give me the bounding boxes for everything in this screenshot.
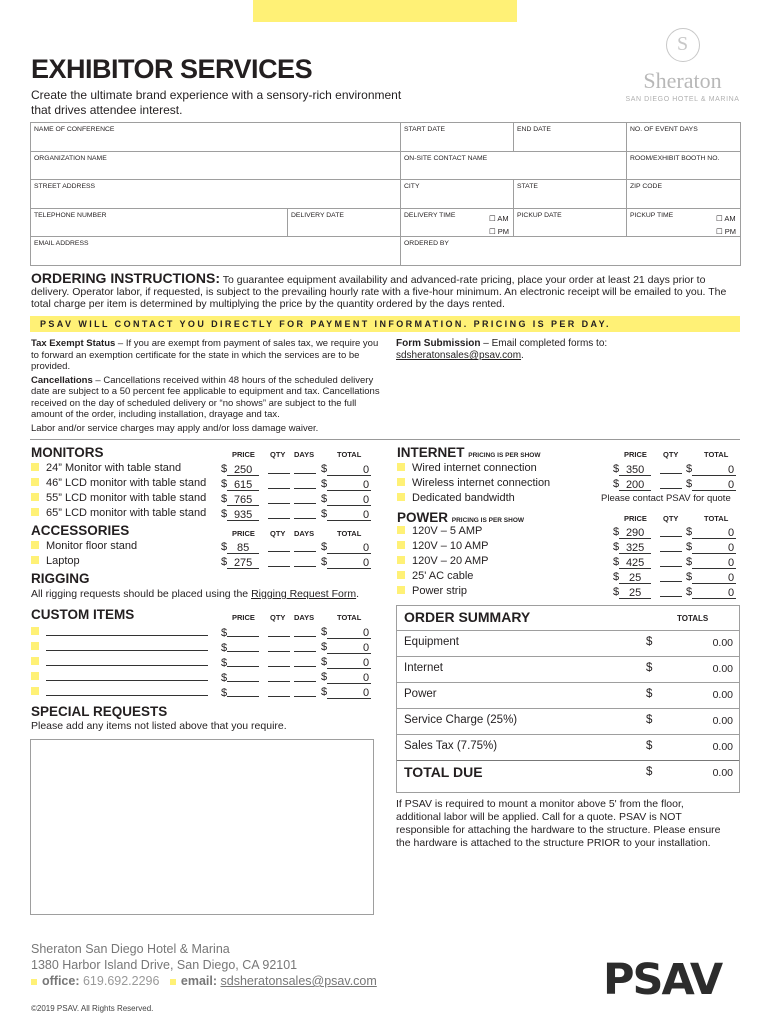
footer-contact: Sheraton San Diego Hotel & Marina 1380 Harbor Island Drive, San Diego, CA 92101 office: 619.692.2296 email: sdsheratonsales@psav.com bbox=[31, 942, 377, 988]
custom-item-price: $ bbox=[221, 670, 259, 685]
onsite-contact-field[interactable]: ON-SITE CONTACT NAME bbox=[401, 151, 627, 180]
monitor-price: $ 935 bbox=[221, 507, 259, 521]
summary-amount: 0.00 bbox=[712, 715, 733, 727]
accessory-days-input[interactable] bbox=[294, 540, 316, 555]
custom-item-qty-input[interactable] bbox=[268, 670, 290, 685]
custom-item-total: $ 0 bbox=[321, 641, 370, 654]
custom-item-price: $ bbox=[221, 685, 259, 700]
checkbox-square-icon[interactable] bbox=[31, 463, 39, 471]
special-requests-text: Please add any items not listed above that you require. bbox=[31, 720, 287, 732]
summary-label: Equipment bbox=[404, 636, 459, 648]
order-summary-heading: ORDER SUMMARY bbox=[404, 609, 531, 625]
ordering-heading: ORDERING INSTRUCTIONS: bbox=[31, 270, 220, 286]
internet-qty-input[interactable] bbox=[660, 462, 682, 477]
payment-band: PSAV WILL CONTACT YOU DIRECTLY FOR PAYMENT INFORMATION. PRICING IS PER DAY. bbox=[30, 316, 740, 332]
monitor-total: $ 0 bbox=[321, 508, 370, 521]
ordered-by-field[interactable]: ORDERED BY bbox=[401, 237, 741, 266]
monitor-qty-input[interactable] bbox=[268, 492, 290, 507]
monitor-days-input[interactable] bbox=[294, 492, 316, 507]
top-accent-bar bbox=[253, 0, 517, 22]
checkbox-square-icon[interactable] bbox=[31, 687, 39, 695]
monitor-days-input[interactable] bbox=[294, 477, 316, 492]
contact-for-quote: Please contact PSAV for quote bbox=[601, 493, 731, 504]
custom-item-total: $ 0 bbox=[321, 656, 370, 669]
organization-name-field[interactable]: ORGANIZATION NAME bbox=[31, 151, 401, 180]
accessory-price: $ 275 bbox=[221, 555, 259, 569]
checkbox-square-icon[interactable] bbox=[397, 571, 405, 579]
page-title: EXHIBITOR SERVICES bbox=[31, 54, 313, 84]
pickup-pm-checkbox[interactable]: ☐ PM bbox=[715, 226, 736, 236]
custom-item-price: $ bbox=[221, 640, 259, 655]
pickup-date-field[interactable]: PICKUP DATE bbox=[514, 208, 627, 237]
checkbox-square-icon[interactable] bbox=[31, 556, 39, 564]
custom-item-qty-input[interactable] bbox=[268, 685, 290, 700]
internet-row: Wireless internet connection bbox=[397, 476, 550, 491]
monitor-row: 24” Monitor with table stand bbox=[31, 461, 181, 476]
end-date-field[interactable]: END DATE bbox=[514, 123, 627, 152]
monitor-qty-input[interactable] bbox=[268, 462, 290, 477]
zip-field[interactable]: ZIP CODE bbox=[627, 180, 741, 209]
start-date-field[interactable]: START DATE bbox=[401, 123, 514, 152]
sheraton-seal-icon: S bbox=[666, 28, 700, 62]
delivery-pm-checkbox[interactable]: ☐ PM bbox=[488, 226, 509, 236]
checkbox-square-icon[interactable] bbox=[31, 642, 39, 650]
custom-item-qty-input[interactable] bbox=[268, 640, 290, 655]
power-row: 120V – 10 AMP bbox=[397, 539, 488, 554]
mounting-note: If PSAV is required to mount a monitor above 5' from the floor, additional labor will be applied. Call for a quote. PSAV is NOT responsible for attaching the hardware to the structure. Please ensure the hardware is attached to the structure PRIOR to your installation. bbox=[396, 798, 721, 849]
terms-block: Tax Exempt Status – If you are exempt from payment of sales tax, we require you to forward an exemption certificate for the state in which the services are to be provided. Cancellations – Cancellations received within 48 hours of the scheduled delivery date are subject to a 50 percent fee applicable to equipment and tax. Cancellations received on the day of scheduled delivery or “no shows” are subject to the full amount of the order, including installation, drayage and tax. Labor and/or service charges may apply and/or loss damage waiver. bbox=[31, 338, 380, 434]
internet-row: Wired internet connection bbox=[397, 461, 537, 476]
power-total: $ 0 bbox=[686, 526, 735, 539]
custom-item-days-input[interactable] bbox=[294, 670, 316, 685]
power-price: $ 25 bbox=[613, 585, 651, 599]
custom-item-row bbox=[31, 624, 208, 639]
telephone-field[interactable]: TELEPHONE NUMBER bbox=[31, 208, 288, 237]
monitor-total: $ 0 bbox=[321, 478, 370, 491]
power-price: $ 325 bbox=[613, 540, 651, 554]
summary-amount: 0.00 bbox=[712, 637, 733, 649]
conference-name-field[interactable]: NAME OF CONFERENCE bbox=[31, 123, 401, 152]
custom-item-days-input[interactable] bbox=[294, 655, 316, 670]
bullet-icon bbox=[170, 979, 176, 985]
power-qty-input[interactable] bbox=[660, 555, 682, 570]
summary-label: Power bbox=[404, 688, 437, 700]
accessory-row: Monitor floor stand bbox=[31, 539, 137, 554]
accessory-qty-input[interactable] bbox=[268, 540, 290, 555]
hotel-name: Sheraton San Diego Hotel & Marina bbox=[31, 942, 230, 956]
custom-item-total: $ 0 bbox=[321, 686, 370, 699]
total-due-amount: 0.00 bbox=[712, 767, 733, 779]
contact-form-table bbox=[30, 122, 741, 266]
monitor-total: $ 0 bbox=[321, 493, 370, 506]
psav-logo: PSAV bbox=[603, 955, 722, 1005]
email-field[interactable]: EMAIL ADDRESS bbox=[31, 237, 401, 266]
internet-heading: INTERNET PRICING IS PER SHOW bbox=[397, 445, 541, 460]
booth-number-field[interactable]: ROOM/EXHIBIT BOOTH NO. bbox=[627, 151, 741, 180]
delivery-date-field[interactable]: DELIVERY DATE bbox=[288, 208, 401, 237]
custom-item-qty-input[interactable] bbox=[268, 655, 290, 670]
state-field[interactable]: STATE bbox=[514, 180, 627, 209]
special-requests-textarea[interactable] bbox=[30, 739, 374, 915]
pickup-time-field[interactable]: PICKUP TIME ☐ AM ☐ PM bbox=[627, 208, 741, 237]
monitor-qty-input[interactable] bbox=[268, 507, 290, 522]
power-total: $ 0 bbox=[686, 541, 735, 554]
custom-item-row bbox=[31, 669, 208, 684]
checkbox-square-icon[interactable] bbox=[397, 463, 405, 471]
custom-item-days-input[interactable] bbox=[294, 625, 316, 640]
checkbox-square-icon[interactable] bbox=[31, 478, 39, 486]
monitor-days-input[interactable] bbox=[294, 462, 316, 477]
delivery-am-checkbox[interactable]: ☐ AM bbox=[488, 213, 509, 223]
total-due-label: TOTAL DUE bbox=[404, 764, 483, 780]
custom-item-total: $ 0 bbox=[321, 626, 370, 639]
custom-item-price: $ bbox=[221, 655, 259, 670]
monitor-total: $ 0 bbox=[321, 463, 370, 476]
special-requests-heading: SPECIAL REQUESTS bbox=[31, 704, 168, 719]
monitors-heading: MONITORS bbox=[31, 445, 104, 460]
summary-label: Internet bbox=[404, 662, 443, 674]
power-row: 25' AC cable bbox=[397, 569, 473, 584]
power-qty-input[interactable] bbox=[660, 525, 682, 540]
accessory-total: $ 0 bbox=[321, 556, 370, 569]
power-qty-input[interactable] bbox=[660, 585, 682, 600]
power-total: $ 0 bbox=[686, 586, 735, 599]
summary-amount: 0.00 bbox=[712, 663, 733, 675]
power-price: $ 290 bbox=[613, 525, 651, 539]
power-qty-input[interactable] bbox=[660, 570, 682, 585]
totals-label: TOTALS bbox=[677, 614, 709, 623]
monitor-row: 55” LCD monitor with table stand bbox=[31, 491, 206, 506]
summary-amount: 0.00 bbox=[712, 741, 733, 753]
checkbox-square-icon[interactable] bbox=[397, 541, 405, 549]
bullet-icon bbox=[31, 979, 37, 985]
checkbox-square-icon[interactable] bbox=[397, 556, 405, 564]
pickup-ampm[interactable] bbox=[716, 212, 736, 238]
custom-item-row bbox=[31, 654, 208, 669]
hotel-address: 1380 Harbor Island Drive, San Diego, CA 92101 bbox=[31, 958, 298, 972]
order-summary-box: ORDER SUMMARY TOTALS Equipment $ 0.00 Internet $ 0.00 Power $ 0.00 Service Charge (25%) $ 0.00 Sales Tax (7.75%) $ 0.00 TOTAL DUE $ 0.00 bbox=[396, 605, 740, 793]
power-price: $ 425 bbox=[613, 555, 651, 569]
checkbox-square-icon[interactable] bbox=[397, 478, 405, 486]
power-total: $ 0 bbox=[686, 556, 735, 569]
internet-price: $ 200 bbox=[613, 477, 651, 491]
footer-email-link[interactable]: sdsheratonsales@psav.com bbox=[220, 974, 377, 988]
city-field[interactable]: CITY bbox=[401, 180, 514, 209]
sheraton-logo bbox=[620, 28, 745, 103]
checkbox-square-icon[interactable] bbox=[31, 541, 39, 549]
monitor-price: $ 250 bbox=[221, 462, 259, 476]
custom-item-row bbox=[31, 639, 208, 654]
power-row: Power strip bbox=[397, 584, 467, 599]
form-submission: Form Submission – Email completed forms to: sdsheratonsales@psav.com. bbox=[396, 338, 608, 361]
monitor-price: $ 615 bbox=[221, 477, 259, 491]
monitor-days-input[interactable] bbox=[294, 507, 316, 522]
internet-total: $ 0 bbox=[686, 463, 735, 476]
checkbox-square-icon[interactable] bbox=[31, 657, 39, 665]
section-divider bbox=[30, 439, 740, 440]
monitor-row: 46” LCD monitor with table stand bbox=[31, 476, 206, 491]
summary-label: Service Charge (25%) bbox=[404, 714, 518, 726]
rigging-text: All rigging requests should be placed using the Rigging Request Form. bbox=[31, 588, 360, 600]
accessories-heading: ACCESSORIES bbox=[31, 523, 130, 538]
office-phone[interactable]: 619.692.2296 bbox=[82, 974, 160, 988]
copyright: ©2019 PSAV. All Rights Reserved. bbox=[31, 1004, 154, 1013]
street-address-field[interactable]: STREET ADDRESS bbox=[31, 180, 401, 209]
delivery-ampm[interactable] bbox=[489, 212, 509, 238]
delivery-time-field[interactable]: DELIVERY TIME ☐ AM ☐ PM bbox=[401, 208, 514, 237]
custom-item-days-input[interactable] bbox=[294, 640, 316, 655]
checkbox-square-icon[interactable] bbox=[397, 526, 405, 534]
monitor-price: $ 765 bbox=[221, 492, 259, 506]
logo-subtitle: SAN DIEGO HOTEL & MARINA bbox=[625, 96, 740, 103]
power-heading: POWER PRICING IS PER SHOW bbox=[397, 510, 525, 525]
internet-total: $ 0 bbox=[686, 478, 735, 491]
monitor-qty-input[interactable] bbox=[268, 477, 290, 492]
checkbox-square-icon[interactable] bbox=[31, 508, 39, 516]
internet-price: $ 350 bbox=[613, 462, 651, 476]
power-qty-input[interactable] bbox=[660, 540, 682, 555]
custom-item-qty-input[interactable] bbox=[268, 625, 290, 640]
accessory-qty-input[interactable] bbox=[268, 555, 290, 570]
custom-item-days-input[interactable] bbox=[294, 685, 316, 700]
checkbox-square-icon[interactable] bbox=[31, 672, 39, 680]
monitor-row: 65” LCD monitor with table stand bbox=[31, 506, 206, 521]
rigging-form-link[interactable]: Rigging Request Form bbox=[251, 588, 357, 600]
summary-label: Sales Tax (7.75%) bbox=[404, 740, 498, 752]
power-row: 120V – 20 AMP bbox=[397, 554, 488, 569]
accessory-days-input[interactable] bbox=[294, 555, 316, 570]
internet-qty-input[interactable] bbox=[660, 477, 682, 492]
power-total: $ 0 bbox=[686, 571, 735, 584]
checkbox-square-icon[interactable] bbox=[31, 493, 39, 501]
internet-row: Dedicated bandwidth bbox=[397, 491, 515, 506]
power-price: $ 25 bbox=[613, 570, 651, 584]
checkbox-square-icon[interactable] bbox=[31, 627, 39, 635]
logo-name: Sheraton bbox=[643, 68, 722, 93]
custom-item-price: $ bbox=[221, 625, 259, 640]
pickup-am-checkbox[interactable]: ☐ AM bbox=[715, 213, 736, 223]
power-row: 120V – 5 AMP bbox=[397, 524, 482, 539]
checkbox-square-icon[interactable] bbox=[397, 586, 405, 594]
page-subtitle: Create the ultimate brand experience with a sensory-rich environment that drives attendee interest. bbox=[31, 88, 402, 117]
custom-items-heading: CUSTOM ITEMS bbox=[31, 607, 135, 622]
accessory-price: $ 85 bbox=[221, 540, 259, 554]
submission-email-link[interactable]: sdsheratonsales@psav.com bbox=[396, 350, 522, 361]
summary-amount: 0.00 bbox=[712, 689, 733, 701]
accessory-total: $ 0 bbox=[321, 541, 370, 554]
ordering-instructions bbox=[31, 272, 743, 310]
accessory-row: Laptop bbox=[31, 554, 80, 569]
event-days-field[interactable]: NO. OF EVENT DAYS bbox=[627, 123, 741, 152]
checkbox-square-icon[interactable] bbox=[397, 493, 405, 501]
custom-item-total: $ 0 bbox=[321, 671, 370, 684]
custom-item-row bbox=[31, 684, 208, 699]
ordering-text: To guarantee equipment availability and advanced-rate pricing, place your order at least 21 days prior to delivery. Operator labor, if requested, is subject to the prevailing hourly rate with a five-hour minimum. An electronic receipt will be emailed to you. The total charge per item is determined by multiplying the price by the quantity ordered by the days rented. bbox=[31, 274, 727, 310]
rigging-heading: RIGGING bbox=[31, 571, 90, 586]
